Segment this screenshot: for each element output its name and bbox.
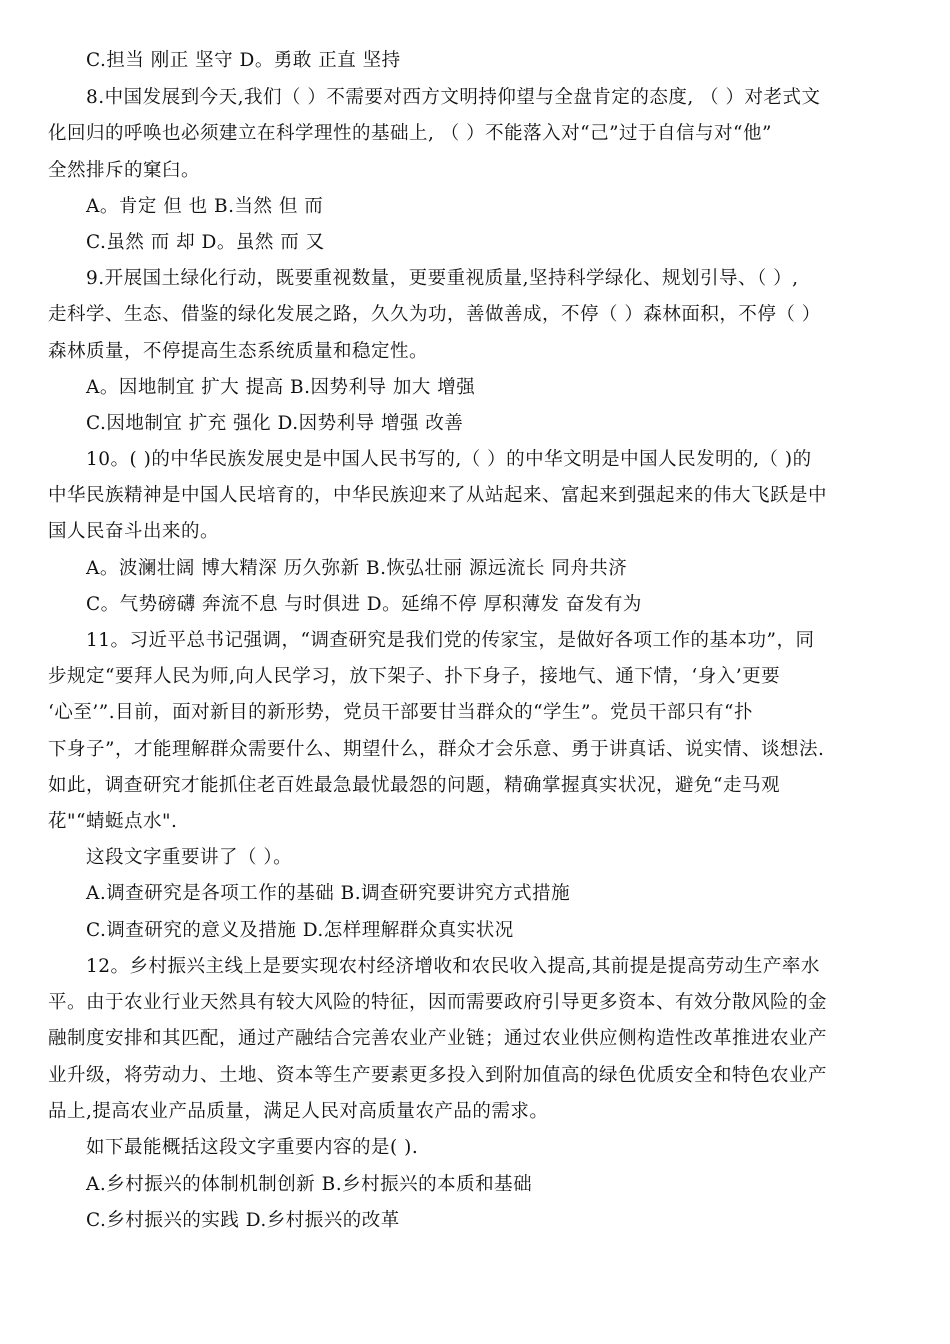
q10-options-ab: A。波澜壮阔 博大精深 历久弥新 B.恢弘壮丽 源远流长 同舟共济 [86, 558, 628, 579]
q8-options-cd: C.虽然 而 却 D。虽然 而 又 [86, 232, 325, 253]
q8-options-ab: A。肯定 但 也 B.当然 但 而 [86, 196, 324, 217]
q11-stem-line-6: 花"“蜻蜓点水". [48, 811, 178, 832]
q10-options-cd: C。气势磅礴 奔流不息 与时俱进 D。延绵不停 厚积薄发 奋发有为 [86, 594, 642, 615]
q9-stem-line-3: 森林质量，不停提高生态系统质量和稳定性。 [48, 341, 429, 362]
q11-question: 这段文字重要讲了（ ）。 [86, 847, 293, 868]
q11-stem-line-4: 下身子”，才能理解群众需要什么、期望什么，群众才会乐意、勇于讲真话、说实情、谈想法. [48, 739, 825, 760]
q9-stem-line-2: 走科学、生态、借鉴的绿化发展之路，久久为功，善做善成，不停（ ）森林面积，不停（ ） [48, 304, 821, 325]
q11-options-ab: A.调查研究是各项工作的基础 B.调查研究要讲究方式措施 [86, 883, 571, 904]
q11-stem-line-2: 步规定“要拜人民为师,向人民学习，放下架子、扑下身子，接地气、通下情，‘身入’更要 [48, 666, 781, 687]
q8-stem-line-2: 化回归的呼唤也必须建立在科学理性的基础上, （ ）不能落入对“己”过于自信与对“他” [48, 123, 772, 144]
q12-question: 如下最能概括这段文字重要内容的是( ). [86, 1137, 419, 1158]
q12-stem-line-3: 融制度安排和其匹配，通过产融结合完善农业产业链；通过农业供应侧构造性改革推进农业产 [48, 1028, 828, 1049]
q12-stem-line-5: 品上,提高农业产品质量，满足人民对高质量农产品的需求。 [48, 1101, 549, 1122]
q12-stem-line-4: 业升级，将劳动力、土地、资本等生产要素更多投入到附加值高的绿色优质安全和特色农业产 [48, 1065, 828, 1086]
q7-options-cd: C.担当 刚正 坚守 D。勇敢 正直 坚持 [86, 50, 401, 71]
q10-stem-line-1: 10。( )的中华民族发展史是中国人民书写的,（ ）的中华文明是中国人民发明的,（ )的 [86, 449, 812, 470]
q8-stem-line-3: 全然排斥的窠臼。 [48, 160, 201, 181]
q8-stem-line-1: 8.中国发展到今天,我们（ ）不需要对西方文明持仰望与全盘肯定的态度, （ ）对老式文 [86, 87, 821, 108]
q10-stem-line-2: 中华民族精神是中国人民培育的，中华民族迎来了从站起来、富起来到强起来的伟大飞跃是中 [48, 485, 828, 506]
q10-stem-line-3: 国人民奋斗出来的。 [48, 521, 220, 542]
q9-options-ab: A。因地制宜 扩大 提高 B.因势利导 加大 增强 [86, 377, 476, 398]
q12-stem-line-2: 平。由于农业行业天然具有较大风险的特征，因而需要政府引导更多资本、有效分散风险的金 [48, 992, 828, 1013]
q11-options-cd: C.调查研究的意义及措施 D.怎样理解群众真实状况 [86, 920, 514, 941]
q11-stem-line-5: 如此，调查研究才能抓住老百姓最急最忧最怨的问题，精确掌握真实状况，避免“走马观 [48, 775, 780, 796]
q9-options-cd: C.因地制宜 扩充 强化 D.因势利导 增强 改善 [86, 413, 464, 434]
q11-stem-line-1: 11。习近平总书记强调，“调查研究是我们党的传家宝，是做好各项工作的基本功”，同 [86, 630, 815, 651]
q9-stem-line-1: 9.开展国土绿化行动，既要重视数量，更要重视质量,坚持科学绿化、规划引导、（ ）, [86, 268, 799, 289]
q11-stem-line-3: ‘心至’”.目前，面对新目的新形势，党员干部要甘当群众的“学生”。党员干部只有“扑 [48, 702, 753, 723]
q12-options-cd: C.乡村振兴的实践 D.乡村振兴的改革 [86, 1210, 400, 1231]
q12-options-ab: A.乡村振兴的体制机制创新 B.乡村振兴的本质和基础 [86, 1174, 533, 1195]
q12-stem-line-1: 12。乡村振兴主线上是要实现农村经济增收和农民收入提高,其前提是提高劳动生产率水 [86, 956, 820, 977]
